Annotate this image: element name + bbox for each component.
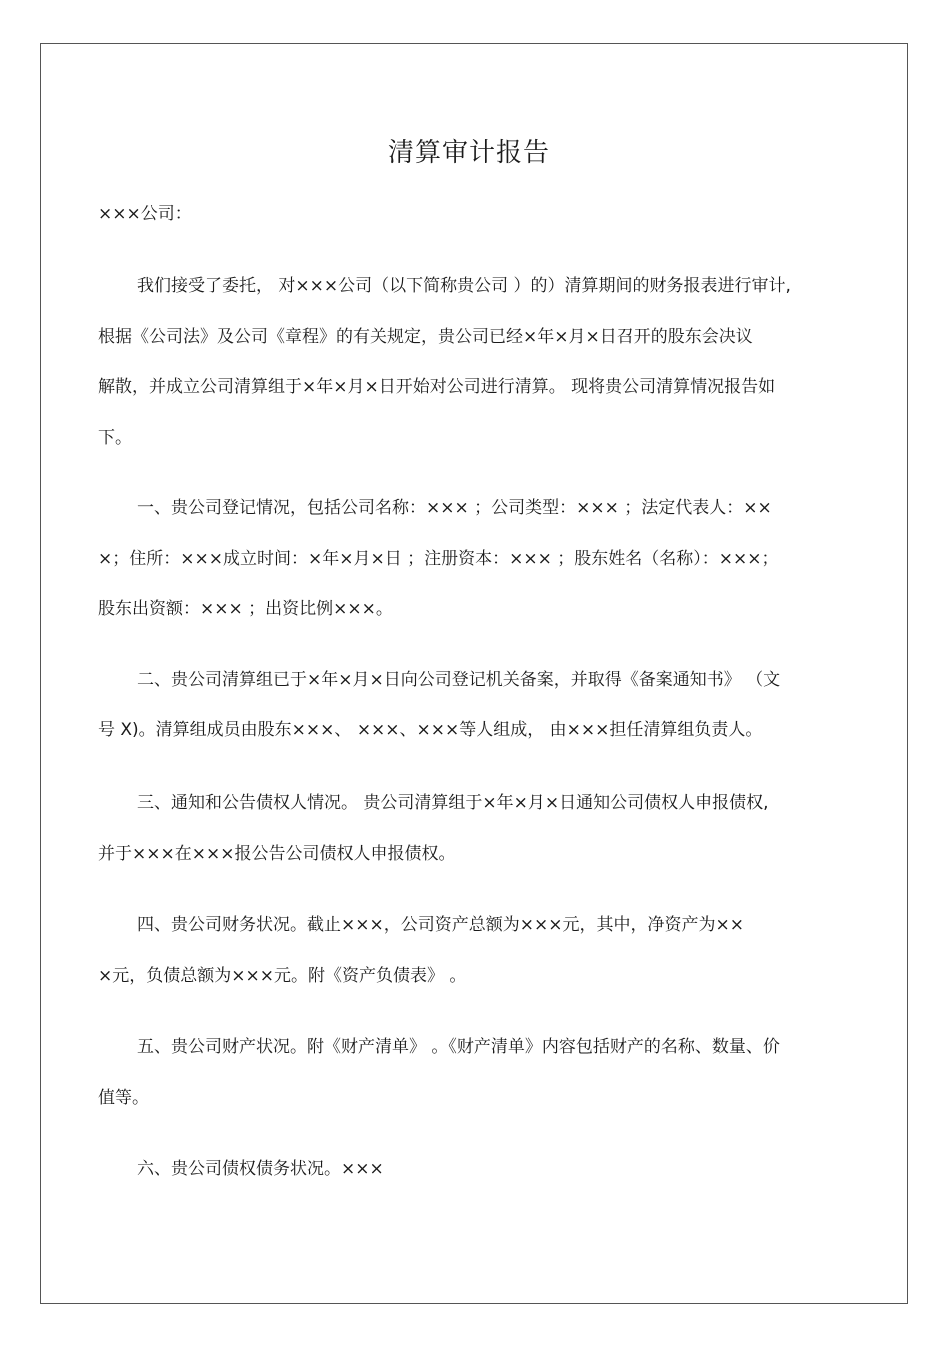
section5-line-1: 五、贵公司财产状况。附《财产清单》 。《财产清单》内容包括财产的名称、数量、价 [137, 1037, 780, 1057]
intro-line-2: 根据《公司法》及公司《章程》的有关规定，贵公司已经×年×月×日召开的股东会决议 [98, 327, 753, 347]
section1-line-3: 股东出资额：××× ；出资比例×××。 [98, 599, 393, 619]
section4-line-1: 四、贵公司财务状况。截止×××，公司资产总额为×××元，其中，净资产为×× [137, 915, 744, 935]
section2-line-2: 号 X)。清算组成员由股东×××、 ×××、×××等人组成， 由×××担任清算组负责人。 [98, 720, 763, 740]
intro-line-3: 解散，并成立公司清算组于×年×月×日开始对公司进行清算。 现将贵公司清算情况报告如 [98, 377, 776, 397]
section3-line-1: 三、通知和公告债权人情况。 贵公司清算组于×年×月×日通知公司债权人申报债权, [137, 793, 769, 813]
intro-line-4: 下。 [98, 428, 132, 448]
intro-line-1: 我们接受了委托， 对×××公司（以下简称贵公司 ）的）清算期间的财务报表进行审计, [137, 276, 791, 296]
section2-line-1: 二、贵公司清算组已于×年×月×日向公司登记机关备案，并取得《备案通知书》 （文 [137, 670, 781, 690]
section3-line-2: 并于×××在×××报公告公司债权人申报债权。 [98, 844, 456, 864]
salutation: ×××公司： [98, 204, 192, 224]
section1-line-2: ×；住所：×××成立时间：×年×月×日 ；注册资本：××× ；股东姓名（名称）：×××； [98, 549, 779, 569]
section4-line-2: ×元，负债总额为×××元。附《资产负债表》 。 [98, 966, 467, 986]
section1-line-1: 一、贵公司登记情况，包括公司名称：××× ；公司类型：××× ；法定代表人：×× [137, 498, 772, 518]
document-title: 清算审计报告 [387, 138, 550, 168]
section6-line-1: 六、贵公司债权债务状况。××× [137, 1159, 384, 1179]
section5-line-2: 值等。 [98, 1088, 149, 1108]
